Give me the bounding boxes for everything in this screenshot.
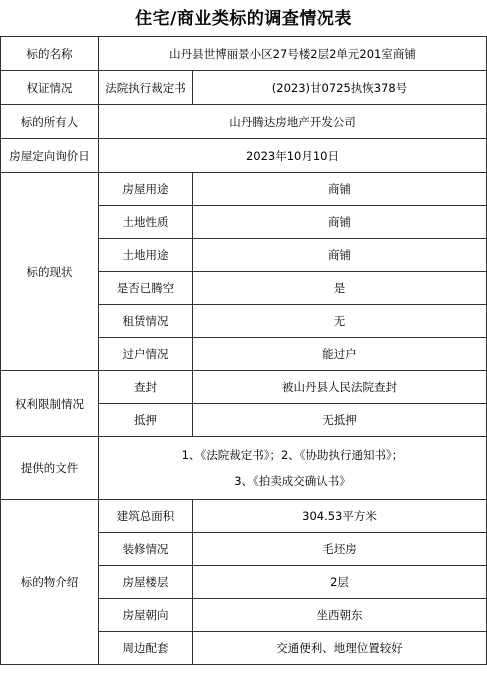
item-label: 租赁情况 (99, 305, 193, 338)
table-row (1, 71, 487, 105)
table-row (1, 437, 487, 500)
item-value: 商铺 (193, 173, 487, 206)
cert-number-value: (2023)甘0725执恢378号 (193, 71, 487, 105)
section-label: 权利限制情况 (1, 371, 99, 437)
item-value: 毛坯房 (193, 533, 487, 566)
table-row (1, 105, 487, 139)
item-value: 无抵押 (193, 404, 487, 437)
row-label: 权证情况 (1, 71, 99, 105)
item-value: 无 (193, 305, 487, 338)
item-label: 抵押 (99, 404, 193, 437)
files-list (99, 437, 487, 500)
item-label: 是否已腾空 (99, 272, 193, 305)
section-label: 标的现状 (1, 173, 99, 371)
item-label: 房屋楼层 (99, 566, 193, 599)
row-label: 房屋定向询价日 (1, 139, 99, 173)
item-value: 能过户 (193, 338, 487, 371)
item-label: 查封 (99, 371, 193, 404)
item-value: 交通便利、地理位置较好 (193, 632, 487, 665)
item-value: 商铺 (193, 239, 487, 272)
item-label: 过户情况 (99, 338, 193, 371)
files-line-1: 1、《法院裁定书》；2、《协助执行通知书》； (181, 448, 404, 462)
item-label: 装修情况 (99, 533, 193, 566)
section-label: 提供的文件 (1, 437, 99, 500)
item-label: 建筑总面积 (99, 500, 193, 533)
item-label: 房屋用途 (99, 173, 193, 206)
table-row (1, 37, 487, 71)
item-value: 是 (193, 272, 487, 305)
table-row (1, 500, 487, 533)
item-value: 304.53平方米 (193, 500, 487, 533)
owner-value: 山丹腾达房地产开发公司 (99, 105, 487, 139)
item-label: 房屋朝向 (99, 599, 193, 632)
table-row (1, 139, 487, 173)
item-label: 土地性质 (99, 206, 193, 239)
item-value: 坐西朝东 (193, 599, 487, 632)
cert-doc-type: 法院执行裁定书 (99, 71, 193, 105)
row-label: 标的所有人 (1, 105, 99, 139)
table-row (1, 173, 487, 206)
survey-table (0, 36, 487, 665)
item-label: 周边配套 (99, 632, 193, 665)
table-row (1, 371, 487, 404)
section-label: 标的物介绍 (1, 500, 99, 665)
row-label: 标的名称 (1, 37, 99, 71)
property-name-value: 山丹县世博丽景小区27号楼2层2单元201室商铺 (99, 37, 487, 71)
item-label: 土地用途 (99, 239, 193, 272)
item-value: 2层 (193, 566, 487, 599)
inquiry-date-value: 2023年10月10日 (99, 139, 487, 173)
item-value: 被山丹县人民法院查封 (193, 371, 487, 404)
files-line-2: 3、《拍卖成交确认书》 (234, 474, 351, 488)
item-value: 商铺 (193, 206, 487, 239)
page-title: 住宅/商业类标的调查情况表 (135, 9, 352, 29)
